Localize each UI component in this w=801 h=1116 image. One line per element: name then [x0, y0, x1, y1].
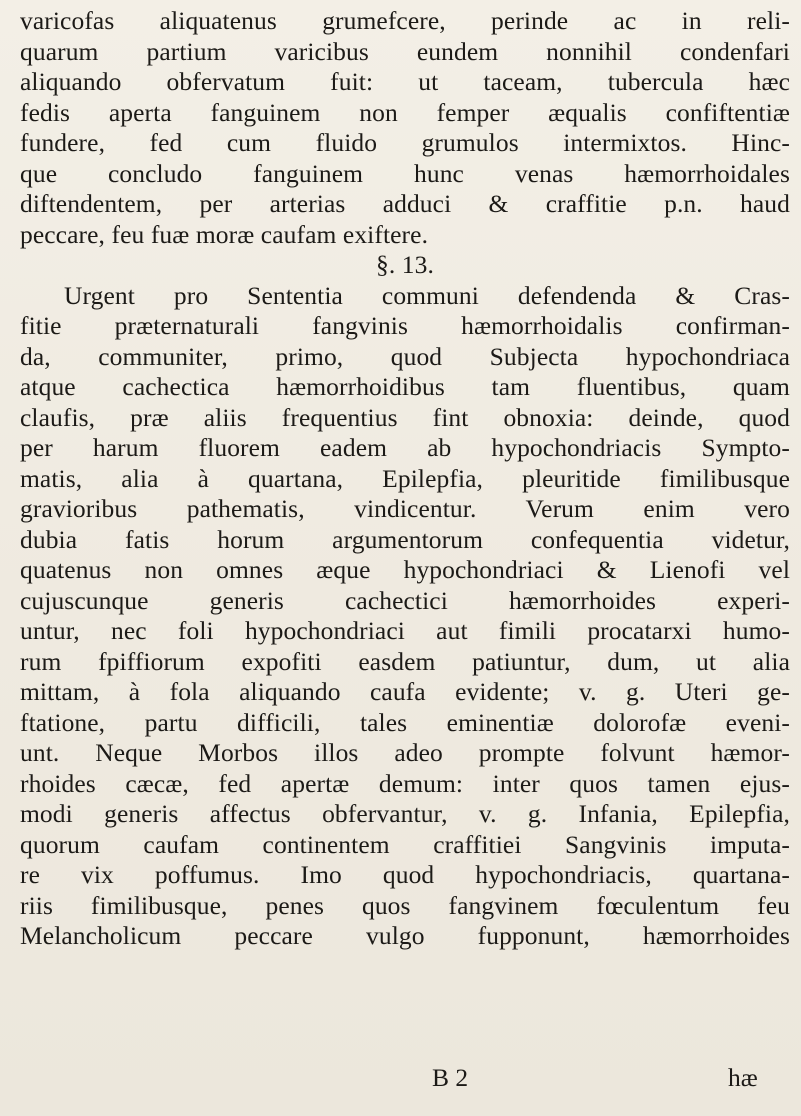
text-line: claufis, præ aliis frequentius fint obnoxia: deinde, quod: [20, 402, 790, 432]
text-line: riis fimilibusque, penes quos fangvinem fœculentum feu: [20, 890, 790, 920]
text-line: mittam, à fola aliquando caufa evidente; v. g. Uteri ge-: [20, 677, 790, 706]
text-line: atque cachectica hæmorrhoidibus tam fluentibus, quam: [20, 372, 790, 401]
text-line: cujuscunque generis cachectici hæmorrhoides experi-: [20, 585, 790, 615]
text-line: diftendentem, per arterias adduci & craffitie p.n. haud: [20, 189, 790, 218]
text-line: modi generis affectus obfervantur, v. g. Infania, Epilepfia,: [20, 799, 790, 828]
text-line: matis, alia à quartana, Epilepfia, pleuritide fimilibusque: [20, 463, 790, 493]
text-line: unt. Neque Morbos illos adeo prompte folvunt hæmor-: [20, 738, 790, 767]
catchword: hæ: [728, 1063, 758, 1092]
text-line: dubia fatis horum argumentorum confequentia videtur,: [20, 524, 790, 554]
text-line: untur, nec foli hypochondriaci aut fimili procatarxi humo-: [20, 616, 790, 645]
text-line: re vix poffumus. Imo quod hypochondriacis, quartana-: [20, 860, 790, 889]
text-line: varicofas aliquatenus grumefcere, perinde ac in reli-: [20, 6, 790, 35]
text-line: rum fpiffiorum expofiti easdem patiuntur, dum, ut alia: [20, 646, 790, 676]
text-line: fedis aperta fanguinem non femper æqualis confiftentiæ: [20, 97, 790, 127]
body-text: [20, 6, 790, 952]
signature-mark: B 2: [432, 1063, 469, 1092]
text-line: rhoides cæcæ, fed apertæ demum: inter quos tamen ejus-: [20, 768, 790, 798]
text-line: aliquando obfervatum fuit: ut taceam, tubercula hæc: [20, 67, 790, 96]
text-line: peccare, feu fuæ moræ caufam exiftere.: [20, 219, 429, 249]
text-line: quorum caufam continentem craffitiei Sangvinis imputa-: [20, 829, 790, 859]
text-line: Melancholicum peccare vulgo fupponunt, hæmorrhoides: [20, 921, 790, 950]
text-line: da, communiter, primo, quod Subjecta hypochondriaca: [20, 341, 790, 371]
text-line: ftatione, partu difficili, tales eminentiæ dolorofæ eveni-: [20, 707, 790, 737]
text-line: per harum fluorem eadem ab hypochondriacis Sympto-: [20, 433, 790, 462]
text-line: que concludo fanguinem hunc venas hæmorrhoidales: [20, 158, 790, 188]
text-line: Urgent pro Sententia communi defendenda & Cras-: [64, 280, 790, 310]
text-line: quatenus non omnes æque hypochondriaci & Lienofi vel: [20, 555, 790, 584]
text-line: quarum partium varicibus eundem nonnihil condenfari: [20, 36, 790, 66]
text-line: fitie præternaturali fangvinis hæmorrhoidalis confirman-: [20, 311, 790, 340]
text-line: fundere, fed cum fluido grumulos intermixtos. Hinc-: [20, 128, 790, 157]
section-heading: §. 13.: [376, 250, 434, 279]
text-line: gravioribus pathematis, vindicentur. Verum enim vero: [20, 494, 790, 523]
page-footer: [0, 1063, 801, 1097]
